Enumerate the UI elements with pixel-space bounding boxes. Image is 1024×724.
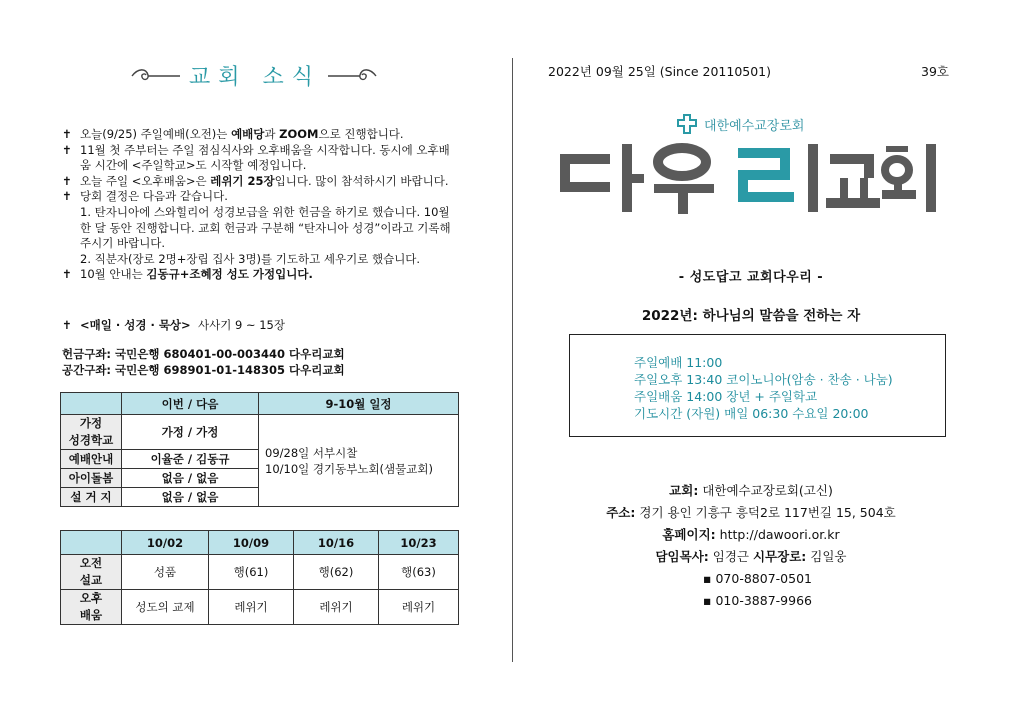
- slogan: - 성도답고 교회다우리 -: [678, 270, 824, 285]
- duty-table: [60, 392, 459, 507]
- schedule-line: 주일예배 11:00: [634, 355, 723, 370]
- address-line: [560, 502, 942, 524]
- news-text: [80, 267, 458, 283]
- row-label: 아이돌봄: [61, 469, 122, 488]
- cross-icon: ✝: [62, 267, 72, 282]
- news-item: [62, 267, 458, 283]
- phone-number: 010-3887-9966: [715, 593, 812, 608]
- date-line: 2022년 09월 25일 (Since 20110501): [548, 64, 772, 79]
- news-item: [62, 174, 458, 190]
- row-value: 없음 / 없음: [122, 469, 259, 488]
- offering-account: 헌금구좌: 국민은행 680401-00-003440 다우리교회: [62, 347, 345, 361]
- pastor-label: 담임목사:: [655, 549, 709, 564]
- row-value: 없음 / 없음: [122, 488, 259, 507]
- news-text-part: 당회 결정은 다음과 같습니다.: [80, 189, 228, 204]
- date-header: 10/09: [209, 531, 294, 555]
- bullet-icon: ▪: [703, 571, 712, 586]
- date-header: 10/16: [294, 531, 379, 555]
- phone-line: [560, 568, 942, 590]
- news-text: [80, 143, 458, 174]
- cross-icon: ✝: [62, 142, 72, 157]
- phone-number: 070-8807-0501: [715, 571, 812, 586]
- row-value: 가정 / 가정: [122, 415, 259, 450]
- schedule-line: 주일배움 14:00 장년 + 주일학교: [634, 389, 818, 404]
- row-label: 오전 설교: [61, 555, 122, 590]
- cell: 레위기: [294, 590, 379, 625]
- church-name: 대한예수교장로회(고신): [702, 483, 833, 498]
- church-label: 교회:: [669, 483, 699, 498]
- accounts: [62, 346, 345, 378]
- news-text-part: 과: [264, 127, 280, 141]
- corner-cell: [61, 531, 122, 555]
- church-info: [560, 480, 942, 612]
- news-text-part: ZOOM: [279, 127, 319, 141]
- issue-number: 39호: [921, 64, 949, 79]
- cell: 레위기: [209, 590, 294, 625]
- row-label: 예배안내: [61, 450, 122, 469]
- schedule-item: 09/28일 서부시찰: [265, 445, 358, 460]
- news-text-part: 오늘(9/25) 주일예배(오전)는: [80, 127, 232, 141]
- bullet-icon: ▪: [703, 593, 712, 608]
- news-item: [62, 127, 458, 143]
- cell: 행(61): [209, 555, 294, 590]
- reading-label: <매일 · 성경 · 묵상>: [80, 318, 191, 332]
- news-text-part: 11월 첫 주부터는 주일 점심식사와 오후배움을 시작합니다. 동시에 오후배움 시간에 <주일학교>도 시작할 예정입니다.: [80, 142, 450, 173]
- pastor-name: 임경근: [712, 549, 749, 564]
- news-text-part: 입니다. 많이 참석하시기 바랍니다.: [274, 173, 449, 188]
- homepage-line: [560, 524, 942, 546]
- schedule-line: 주일오후 13:40 코이노니아(암송 · 찬송 · 나눔): [634, 372, 893, 387]
- news-title-block: [130, 60, 380, 96]
- denomination-block: [674, 113, 834, 135]
- corner-cell: [61, 393, 122, 415]
- header-schedule: 9-10월 일정: [259, 393, 459, 415]
- schedule-item: 10/10일 경기동부노회(샘물교회): [265, 461, 433, 476]
- homepage-link[interactable]: http://dawoori.or.kr: [719, 527, 840, 542]
- news-text-part: 레위기 25장: [210, 173, 275, 188]
- elder-label: 시무장로:: [752, 549, 807, 564]
- cross-icon: ✝: [62, 189, 72, 204]
- news-title: 교회 소식: [188, 65, 321, 90]
- pastor-line: [560, 546, 942, 568]
- news-list: [62, 127, 458, 283]
- church-cross-icon: [676, 113, 698, 135]
- news-text-part: 으로 진행합니다.: [318, 127, 404, 141]
- page-divider: [512, 58, 513, 662]
- phone-line: [560, 590, 942, 612]
- row-value: 이율준 / 김동규: [122, 450, 259, 469]
- header-this-next: 이번 / 다음: [122, 393, 259, 415]
- row-label: 오후 배움: [61, 590, 122, 625]
- news-text-part: 오늘 주일 <오후배움>은: [80, 173, 211, 188]
- news-text-part: 예배당: [231, 127, 265, 141]
- church-logo: [560, 140, 942, 218]
- sermon-table: [60, 530, 459, 625]
- news-text: [80, 127, 458, 143]
- right-flourish-icon: [326, 66, 378, 86]
- homepage-label: 홈페이지:: [662, 527, 716, 542]
- cell: 성품: [122, 555, 209, 590]
- news-subitem: 1. 탄자니아에 스와힐리어 성경보급을 위한 헌금을 하기로 했습니다. 10월 한 달 동안 진행합니다. 교회 헌금과 구분해 “탄자니아 성경”이라고 기록해 주시기 바랍니다.: [80, 204, 451, 251]
- row-label: 설 거 지: [61, 488, 122, 507]
- schedule-cell: [259, 415, 459, 507]
- date-header: 10/02: [122, 531, 209, 555]
- cell: 레위기: [379, 590, 459, 625]
- date-header: 10/23: [379, 531, 459, 555]
- daily-reading: [62, 317, 285, 333]
- schedule-line: 기도시간 (자원) 매일 06:30 수요일 20:00: [634, 406, 869, 421]
- cross-icon: ✝: [62, 127, 72, 141]
- news-text-part: 김동규+조혜정 성도 가정입니다.: [146, 267, 313, 282]
- denomination-text: 대한예수교장로회: [704, 119, 805, 134]
- yearly-motto: 2022년: 하나님의 말씀을 전하는 자: [641, 308, 861, 324]
- worship-schedule-box: [569, 334, 946, 437]
- news-item: [62, 143, 458, 174]
- reading-text: 사사기 9 ~ 15장: [198, 318, 285, 332]
- cross-icon: ✝: [62, 173, 72, 188]
- news-subitem: 2. 직분자(장로 2명+장립 집사 3명)를 기도하고 세우기로 했습니다.: [80, 251, 421, 266]
- left-flourish-icon: [130, 66, 182, 86]
- address-label: 주소:: [606, 505, 636, 520]
- address: 경기 용인 기흥구 흥덕2로 117번길 15, 504호: [639, 505, 896, 520]
- cell: 행(62): [294, 555, 379, 590]
- cross-icon: ✝: [62, 318, 72, 332]
- news-item: [62, 189, 458, 267]
- cell: 성도의 교제: [122, 590, 209, 625]
- church-line: [560, 480, 942, 502]
- news-text-part: 10월 안내는: [80, 267, 147, 282]
- elder-name: 김일웅: [810, 549, 847, 564]
- row-label: 가정 성경학교: [61, 415, 122, 450]
- news-text: [80, 189, 458, 267]
- cell: 행(63): [379, 555, 459, 590]
- space-account: 공간구좌: 국민은행 698901-01-148305 다우리교회: [62, 363, 345, 377]
- news-text: [80, 174, 458, 190]
